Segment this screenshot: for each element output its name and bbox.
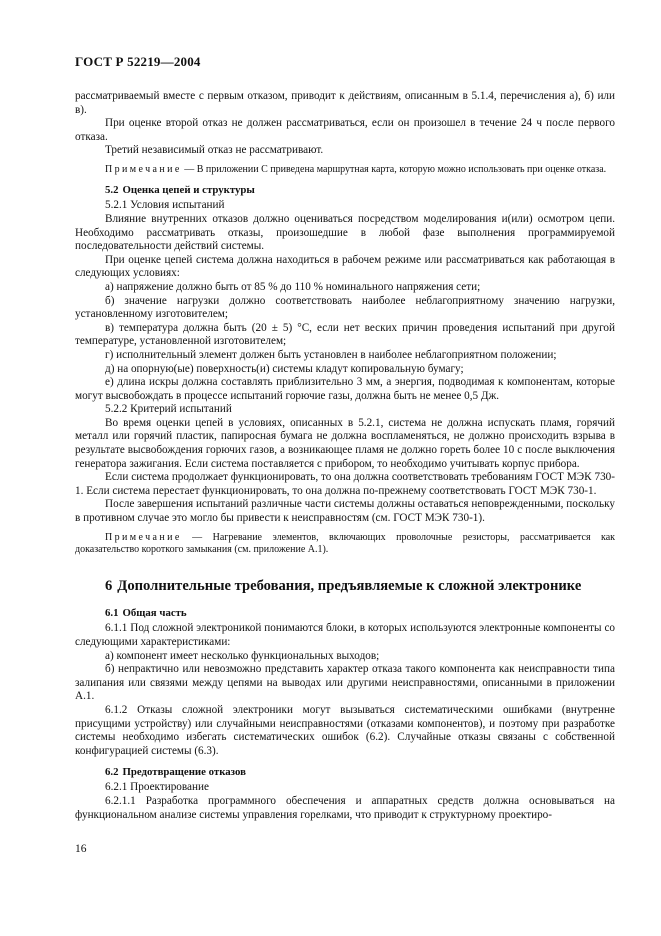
paragraph: 6.1.2 Отказы сложной электроники могут вызываться систематическими ошибками (внутренне присущими устройству) или случайными неисправностями (отказами компонентов), и поэтому при разработке системы необходимо избегать систематических ошибок (6.2). Случайные отказы связаны с собственной конфигурацией системы (6.3). (75, 704, 615, 757)
note-text: — В приложении С приведена маршрутная карта, которую можно использовать при оценке отказа. (184, 163, 607, 175)
paragraph: Влияние внутренних отказов должно оцениваться посредством моделирования и(или) осмотром цепи. Необходимо рассматривать отказы, произошедшие в любой фазе выполнения программируемой последовательности действий системы. (75, 212, 615, 253)
note-label: Примечание (105, 531, 182, 543)
subsection-title: 6.2.1 Проектирование (105, 781, 209, 794)
section-heading-5-2: 5.2 Оценка цепей и структуры (105, 184, 255, 197)
subsection-title: 5.2.1 Условия испытаний (105, 199, 225, 212)
paragraph: 6.1.1 Под сложной электроникой понимаются блоки, в которых используются электронные компоненты со следующими характеристиками: (75, 622, 615, 649)
paragraph: При оценке второй отказ не должен рассматриваться, если он произошел в течение 24 ч после первого отказа. (75, 117, 615, 143)
paragraph: После завершения испытаний различные части системы должны оставаться неповрежденными, поскольку в противном случае это могло бы привести к неисправностям (см. ГОСТ МЭК 730-1). (75, 498, 615, 525)
note-text: — Нагревание элементов, включающих проволочные резисторы, рассматривается как доказательство короткого замыкания (см. приложение А.1). (75, 531, 616, 556)
note-label: Примечание (105, 163, 182, 175)
document-page (75, 54, 615, 822)
paragraph: 6.2.1.1 Разработка программного обеспечения и аппаратных средств должна основываться на функциональном анализе системы управления горелками, что приводит к структурному проектиро- (75, 794, 615, 821)
page-number: 16 (75, 843, 87, 855)
paragraph: Во время оценки цепей в условиях, описанных в 5.2.1, система не должна испускать пламя, горячий металл или горячий пластик, папиросная бумага не должна воспламеняться, не должно происходить взрыва в результате высвобождения горючих газов, а возникающее пламя не должно гореть более 10 с после выключения генератора зажигания. Если система поставляется с прибором, то необходимо учитывать корпус прибора. (75, 416, 615, 470)
paragraph: Третий независимый отказ не рассматривают. (105, 144, 324, 157)
paragraph: Если система продолжает функционировать, то она должна соответствовать требованиям ГОСТ МЭК 730-1. Если система перестает функционировать, то она должна по-прежнему соответствовать ГОСТ МЭК 730-1. (75, 471, 615, 497)
list-item: е) длина искры должна составлять приблизительно 3 мм, а энергия, подводимая к компонентам, которые могут высвобождать в процессе испытаний горючие газы, должна быть не менее 0,5 Дж. (75, 376, 615, 402)
section-heading-6-2: 6.2 Предотвращение отказов (105, 766, 246, 779)
list-item: д) на опорную(ые) поверхность(и) системы кладут копировальную бумагу; (105, 362, 464, 375)
subsection-title: 5.2.2 Критерий испытаний (105, 403, 232, 416)
list-item: в) температура должна быть (20 ± 5) °С, если нет веских причин проведения испытаний при другой температуре, установленной изготовителем; (75, 321, 615, 348)
section-heading-6: 6 Дополнительные требования, предъявляемые к сложной электронике (105, 578, 582, 595)
note (75, 532, 615, 557)
list-item: г) исполнительный элемент должен быть установлен в наиболее неблагоприятном положении; (105, 348, 557, 361)
list-item: а) компонент имеет несколько функциональных выходов; (105, 649, 380, 662)
list-item: б) непрактично или невозможно представить характер отказа такого компонента как неисправности типа залипания или связями между цепями на выводах или другими неисправностями, описанными в приложении А.1. (75, 663, 615, 703)
paragraph: При оценке цепей система должна находиться в рабочем режиме или рассматриваться как работающая в следующих условиях: (75, 253, 615, 280)
section-heading-6-1: 6.1 Общая часть (105, 607, 187, 620)
list-item: б) значение нагрузки должно соответствовать наиболее неблагоприятному значению нагрузки, установленному изготовителем; (75, 294, 615, 321)
paragraph: рассматриваемый вместе с первым отказом, приводит к действиям, описанным в 5.1.4, перечисления а), б) или в). (75, 90, 615, 116)
list-item: а) напряжение должно быть от 85 % до 110 % номинального напряжения сети; (105, 280, 481, 293)
document-header: ГОСТ Р 52219—2004 (75, 54, 201, 69)
note (75, 164, 615, 176)
